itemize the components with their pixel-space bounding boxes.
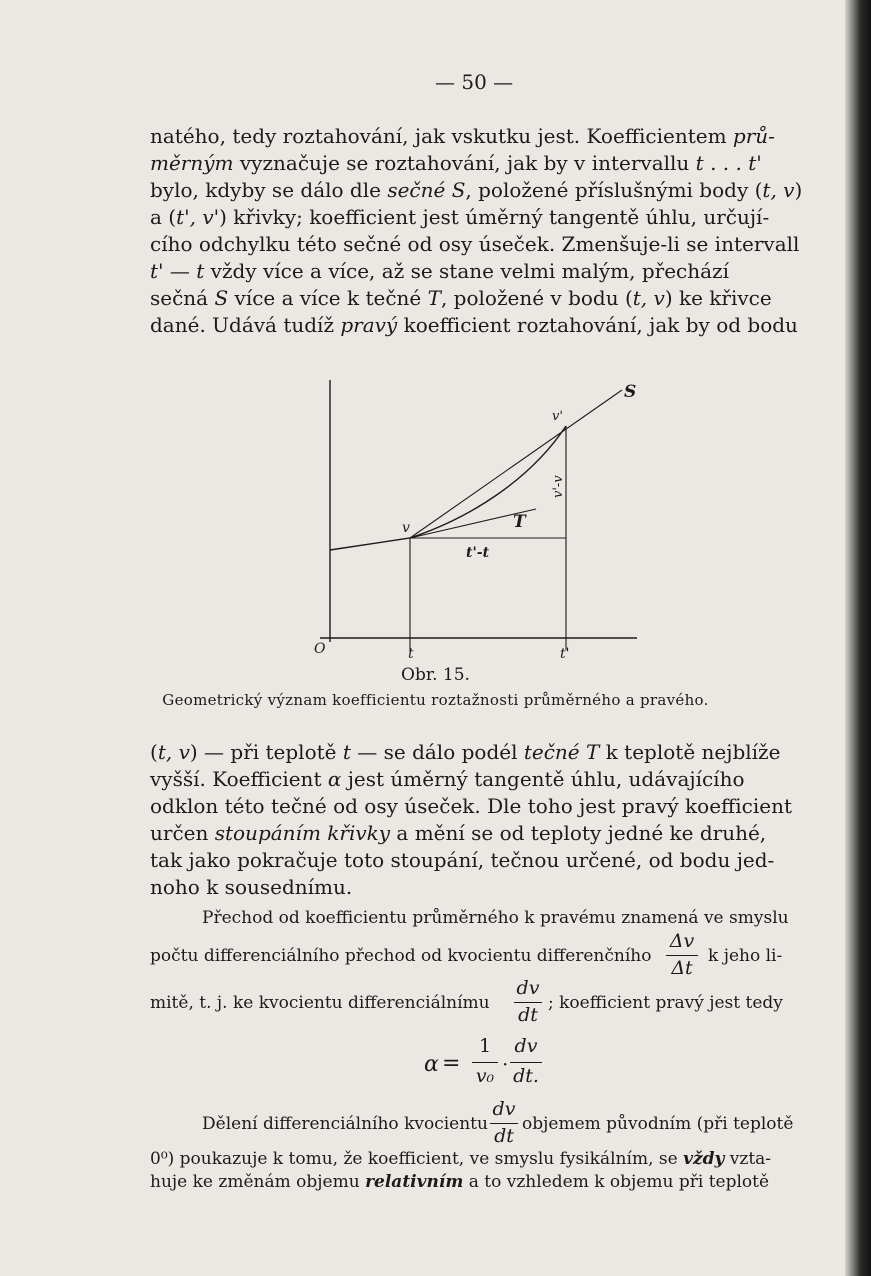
p3-line-3a: mitě, t. j. ke kvocientu differenciálnímu	[150, 993, 490, 1013]
p1-line-3: bylo, kdyby se dálo dle sečné S, položené příslušnými body (t, v)	[150, 178, 803, 202]
p1-line-8: dané. Udává tudíž pravý koefficient roztahování, jak by od bodu	[150, 313, 798, 337]
formula-bar-2	[510, 1062, 542, 1063]
formula-v0: v₀	[475, 1065, 495, 1087]
p2-line-1: (t, v) — při teplotě t — se dálo podél tečné T k teplotě nejblíže	[150, 740, 781, 764]
figure-15-diagram	[300, 370, 640, 665]
frac-bar-3	[490, 1123, 518, 1124]
formula-one: 1	[478, 1035, 492, 1057]
fraction-delta-v-delta-t	[666, 930, 698, 980]
label-v-prime: v'	[552, 409, 563, 424]
p1-line-2: měrným vyznačuje se roztahování, jak by v intervallu t . . . t'	[150, 151, 762, 175]
p3-line-3b: ; koefficient pravý jest tedy	[548, 993, 783, 1013]
frac-dt-1: dt	[518, 1004, 538, 1026]
formula-alpha: α	[424, 1052, 439, 1077]
p3-line-2a: počtu differenciálního přechod od kvocientu differenčního	[150, 946, 652, 966]
p2-line-5: tak jako pokračuje toto stoupání, tečnou určené, od bodu jed-	[150, 848, 775, 872]
p4-line-1b: objemem původním (při teplotě	[522, 1114, 794, 1134]
p4-line-1a: Dělení differenciálního kvocientu	[202, 1114, 488, 1134]
p2-line-3: odklon této tečné od osy úseček. Dle toho jest pravý koefficient	[150, 794, 792, 818]
p3-line-1: Přechod od koefficientu průměrného k pravému znamená ve smyslu	[202, 908, 789, 928]
formula-bar-1	[472, 1062, 498, 1063]
page-number: — 50 —	[435, 70, 514, 94]
frac-delta-num: Δv	[669, 930, 695, 952]
frac-dv-1: dv	[516, 977, 540, 999]
label-v: v	[402, 520, 410, 536]
label-t-prime: t'	[560, 646, 570, 662]
fraction-dv-dt-1	[514, 977, 542, 1027]
p1-line-5: cího odchylku této sečné od osy úseček. Zmenšuje-li se intervall	[150, 232, 800, 256]
p2-line-2: vyšší. Koefficient α jest úměrný tangentě úhlu, udávajícího	[150, 767, 745, 791]
p1-line-6: t' — t vždy více a více, až se stane velmi malým, přechází	[150, 259, 729, 283]
p2-line-6: noho k sousednímu.	[150, 875, 353, 899]
p3-line-2b: k jeho li-	[708, 946, 783, 966]
p4-line-3: huje ke změnám objemu relativním a to vzhledem k objemu při teplotě	[150, 1172, 770, 1192]
formula-dt: dt.	[513, 1065, 539, 1087]
figure-number: Obr. 15.	[401, 665, 470, 685]
curve	[330, 426, 566, 550]
frac-delta-den: Δt	[671, 957, 693, 979]
page-edge-shadow	[845, 0, 871, 1276]
fraction-dv-dt-3	[490, 1098, 518, 1148]
p1-line-4: a (t', v') křivky; koefficient jest úměrný tangentě úhlu, určují-	[150, 205, 770, 229]
label-T: T	[513, 512, 526, 532]
p1-line-7: sečná S více a více k tečné T, položené v bodu (t, v) ke křivce	[150, 286, 772, 310]
label-tdiff: t'-t	[466, 545, 490, 561]
figure-caption: Geometrický význam koefficientu roztažnosti průměrného a pravého.	[162, 691, 709, 709]
label-vdiff: v'-v	[551, 475, 566, 498]
fraction-dv-dt-2	[510, 1035, 542, 1091]
formula-dv: dv	[514, 1035, 538, 1057]
fraction-one-v0	[472, 1035, 498, 1091]
frac-bar-1	[514, 1002, 542, 1003]
p1-line-1: natého, tedy roztahování, jak vskutku jest. Koefficientem prů-	[150, 124, 775, 148]
p4-line-2: 0⁰) poukazuje k tomu, že koefficient, ve smyslu fysikálním, se vždy vzta-	[150, 1149, 772, 1169]
label-S: S	[624, 382, 637, 402]
frac-dt-3: dt	[494, 1125, 514, 1147]
p2-line-4: určen stoupáním křivky a mění se od teploty jedné ke druhé,	[150, 821, 767, 845]
formula-dot: ·	[502, 1052, 509, 1076]
label-origin: O	[314, 641, 326, 657]
label-t: t	[408, 646, 414, 662]
formula-equals: =	[442, 1051, 461, 1076]
frac-delta-bar	[666, 955, 698, 956]
frac-dv-3: dv	[492, 1098, 516, 1120]
